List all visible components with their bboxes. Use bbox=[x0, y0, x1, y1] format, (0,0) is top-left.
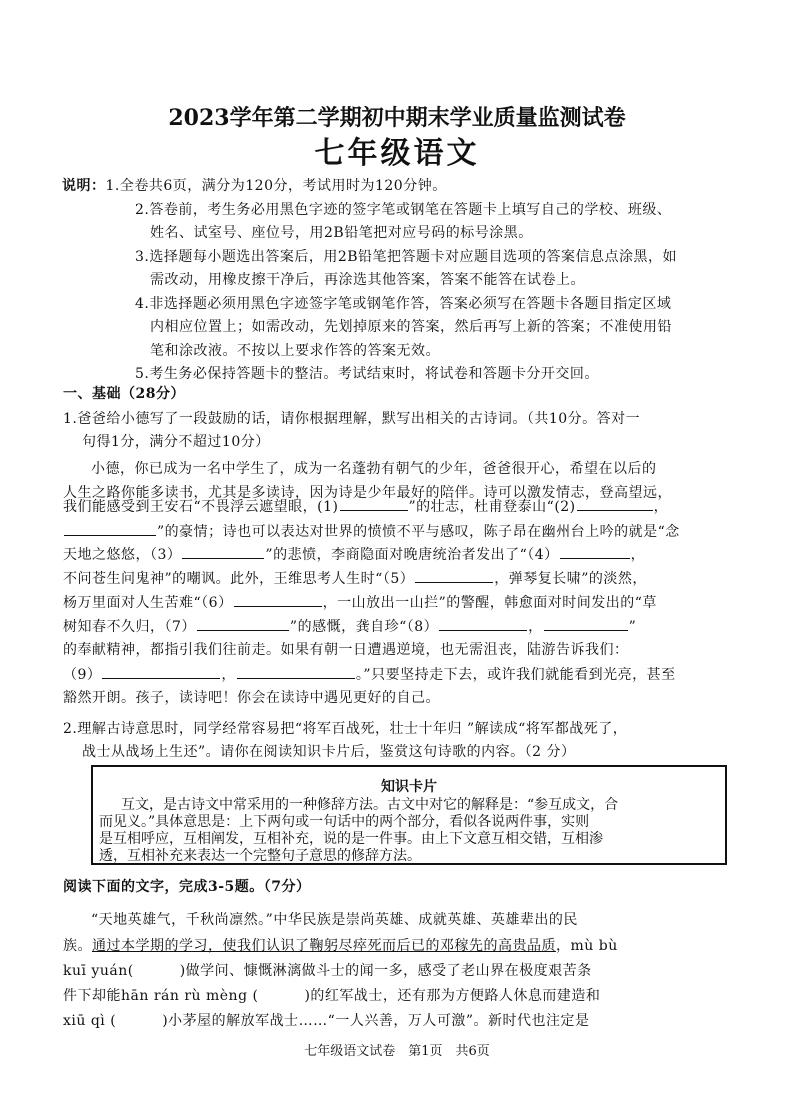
answer-blank-9b[interactable] bbox=[237, 665, 355, 679]
passage-line-9: 的奉献精神，都指引我们往前走。如果有朝一日遭遇逆境，也无需沮丧，陆游告诉我们： bbox=[63, 642, 629, 658]
instructions-line-5: 需改动，用橡皮擦干净后，再涂选其他答案，答案不能答在试卷上。 bbox=[150, 272, 585, 288]
instructions-line-8: 笔和涂改液。不按以上要求作答的答案无效。 bbox=[150, 343, 440, 359]
reading-heading: 阅读下面的文字，完成3-5题。（7分） bbox=[63, 879, 311, 895]
question-2-prompt-2: 战士从战场上生还”。请你在阅读知识卡片后，鉴赏这句诗歌的内容。（2 分） bbox=[82, 744, 576, 760]
knowledge-card bbox=[91, 765, 727, 865]
instructions-line-4: 3.选择题每小题选出答案后，用2B铅笔把答题卡对应题目选项的答案信息点涂黑，如 bbox=[135, 249, 678, 265]
reading-line-3: kuī yuán( )做学问、慷慨淋漓做斗士的闻一多，感受了老山界在极度艰苦条 bbox=[63, 963, 592, 979]
reading-line-5: xiū qì ( )小茅屋的解放军战士……“一人兴善，万人可激”。新时代也注定是 bbox=[63, 1013, 590, 1029]
passage-line-3: 我们能感受到王安石“不畏浮云遮望眼，(1) ”的壮志，杜甫登泰山“(2) ， bbox=[63, 499, 669, 515]
passage-line-1: 小德，你已成为一名中学生了，成为一名蓬勃有朝气的少年，爸爸很开心，希望在以后的 bbox=[91, 461, 657, 477]
page-footer: 七年级语文试卷 第1页 共6页 bbox=[304, 1044, 490, 1059]
passage-line-10: （9） ， 。”只要坚持走下去，或许我们就能看到光亮，甚至 bbox=[63, 667, 676, 683]
answer-blank-2a[interactable] bbox=[577, 497, 653, 511]
reading-line-2: 族。通过本学期的学习，使我们认识了鞠躬尽瘁死而后已的邓稼先的高贵品质，mù bù bbox=[63, 938, 618, 954]
instructions-line-1: 说明：1.全卷共6页，满分为120分，考试用时为120分钟。 bbox=[62, 178, 447, 194]
exam-title: 2023学年第二学期初中期末学业质量监测试卷 bbox=[168, 105, 626, 131]
instructions-label: 说明： bbox=[62, 178, 106, 194]
instructions-line-7: 内相应位置上；如需改动，先划掉原来的答案，然后再写上新的答案；不准使用铅 bbox=[150, 319, 672, 335]
question-2-prompt-1: 2.理解古诗意思时，同学经常容易把“将军百战死，壮士十年归 ”解读成“将军都战死了， bbox=[63, 721, 628, 737]
answer-blank-3[interactable] bbox=[182, 545, 264, 559]
passage-line-8: 树知春不久归，（7） ”的感慨，龚自珍“（8） ， ” bbox=[63, 619, 637, 635]
instructions-line-6: 4.非选择题必须用黑色字迹签字笔或钢笔作答，答案必须写在答题卡各题目指定区域 bbox=[135, 296, 672, 312]
answer-blank-5[interactable] bbox=[415, 569, 493, 583]
passage-line-5: 天地之悠悠，（3） ”的悲愤，李商隐面对晚唐统治者发出了“（4） ， bbox=[63, 547, 646, 563]
passage-line-6: 不问苍生问鬼神”的嘲讽。此外，王维思考人生时“（5） ，弹琴复长啸”的淡然， bbox=[63, 571, 647, 587]
instructions-line-2: 2.答卷前，考生务必用黑色字迹的签字笔或钢笔在答题卡上填写自己的学校、班级、 bbox=[135, 202, 672, 218]
reading-line-1: “天地英雄气，千秋尚凛然。”中华民族是崇尚英雄、成就英雄、英雄辈出的民 bbox=[91, 912, 578, 928]
knowledge-card-title: 知识卡片 bbox=[381, 779, 437, 795]
question-1-prompt-2: 句得1分，满分不超过10分） bbox=[82, 434, 270, 450]
passage-line-11: 豁然开朗。孩子，读诗吧！你会在读诗中遇见更好的自己。 bbox=[63, 690, 440, 706]
passage-line-4: ”的豪情；诗也可以表达对世界的愤愤不平与感叹，陈子昂在幽州台上吟的就是“念 bbox=[63, 522, 680, 541]
knowledge-card-line-3: 是互相呼应，互相阐发，互相补充，说的是一件事。由上下文意互相交错，互相渗 bbox=[99, 831, 603, 847]
answer-blank-2b[interactable] bbox=[64, 522, 156, 536]
answer-blank-7[interactable] bbox=[197, 617, 289, 631]
section-heading: 一、基础（28分） bbox=[63, 386, 185, 402]
passage-line-2: 人生之路你能多读书，尤其是多读诗，因为诗是少年最好的陪伴。诗可以激发情志，登高望远， bbox=[63, 485, 672, 501]
answer-blank-8a[interactable] bbox=[439, 617, 527, 631]
instructions-line-3: 姓名、试室号、座位号，用2B铅笔把对应号码的标号涂黑。 bbox=[150, 225, 533, 241]
reading-line-4: 件下却能hān rán rù mèng ( )的红军战士，还有那为方便路人休息而建造和 bbox=[63, 988, 601, 1004]
answer-blank-6[interactable] bbox=[234, 593, 322, 607]
underlined-sentence: 通过本学期的学习，使我们认识了鞠躬尽瘁死而后已的邓稼先的高贵品质 bbox=[92, 938, 556, 954]
knowledge-card-line-2: 而见义。”具体意思是：上下两句或一句话中的两个部分，看似各说两件事，实则 bbox=[99, 814, 590, 830]
answer-blank-1[interactable] bbox=[340, 497, 408, 511]
knowledge-card-line-4: 透，互相补充来表达一个完整句子意思的修辞方法。 bbox=[99, 848, 421, 864]
knowledge-card-line-1: 互文，是古诗文中常采用的一种修辞方法。古文中对它的解释是：“参互成文，合 bbox=[121, 797, 619, 813]
passage-line-7: 杨万里面对人生苦难“（6） ，一山放出一山拦”的警醒，韩愈面对时间发出的“草 bbox=[63, 595, 657, 611]
answer-blank-9a[interactable] bbox=[102, 665, 220, 679]
answer-blank-4[interactable] bbox=[560, 545, 630, 559]
answer-blank-8b[interactable] bbox=[544, 617, 628, 631]
question-1-prompt-1: 1.爸爸给小德写了一段鼓励的话，请你根据理解，默写出相关的古诗词。（共10分。答对一 bbox=[63, 411, 641, 427]
subject-title: 七年级语文 bbox=[314, 136, 480, 171]
instructions-line-9: 5.考生务必保持答题卡的整洁。考试结束时，将试卷和答题卡分开交回。 bbox=[135, 366, 599, 382]
